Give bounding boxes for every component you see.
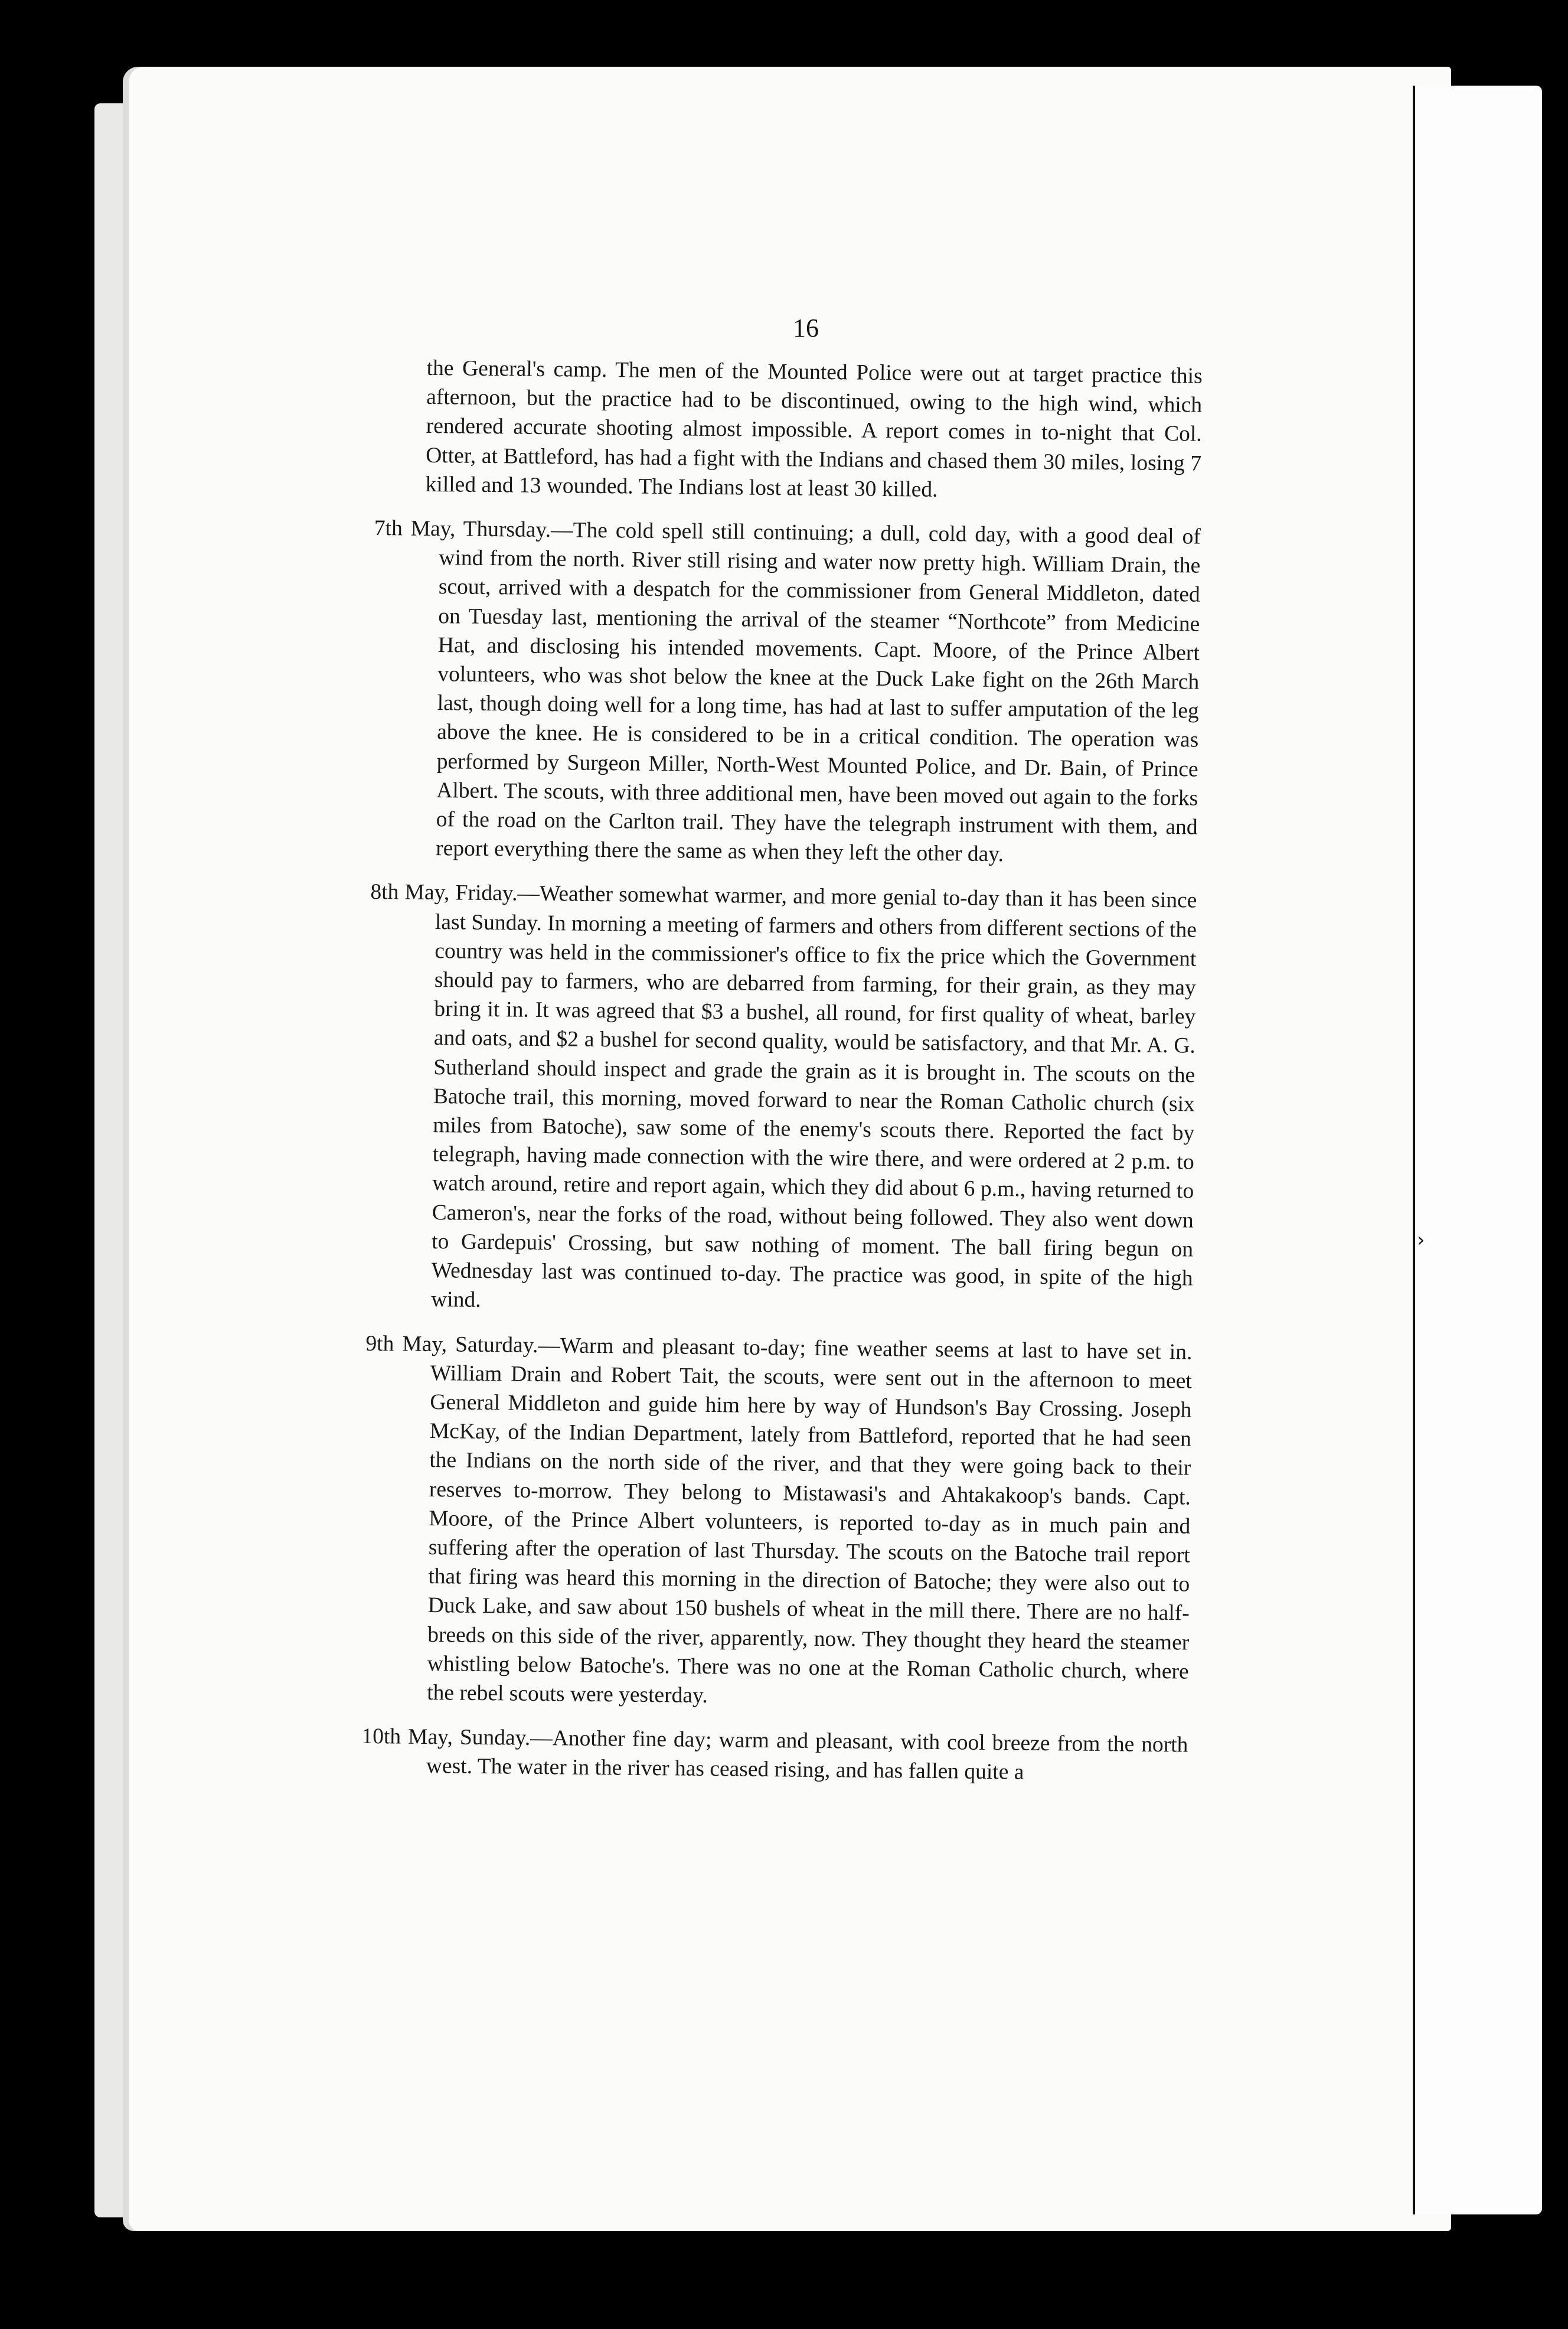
diary-text	[361, 353, 1203, 1789]
gutter-mark: ›	[1417, 1228, 1425, 1252]
entry-text: —Warm and pleasant to-day; fine weather seems at last to have set in. William Drain and Robert Tait, the scouts, were sent out in the afternoon to meet General Middleton and guide him here by way of Hundson's Bay Crossing. Joseph McKay, of the Indian Department, lately from Battleford, reported that he had seen the Indians on the north side of the river, and that they were going back to their reserves to-morrow. They belong to Mistawasi's and Ahtakakoop's bands. Capt. Moore, of the Prince Albert volunteers, is reported to-day as in much pain and suffering after the operation of last Thursday. The scouts on the Batoche trail report that firing was heard this morning in the direction of Batoche; they were also out to Duck Lake, and saw about 150 bushels of wheat in the mill there. There are no half-breeds on this side of the river, apparently, now. They thought they heard the steamer whistling below Batoche's. There was no one at the Roman Catholic church, where the rebel scouts were yesterday.	[427, 1333, 1193, 1708]
entry-date: 7th May, Thursday.	[374, 516, 551, 543]
entry-text: —Weather somewhat warmer, and more genial to-day than it has been since last Sunday. In morning a meeting of farmers and others from different sections of the country was held in the commissioner's office to fix the price which the Government should pay to farmers, who are debarred from farming, for their grain, as they may bring it in. It was agreed that $3 a bushel, all round, for first quality of wheat, barley and oats, and $2 a bushel for second quality, would be satisfactory, and that Mr. A. G. Sutherland should inspect and grade the grain as it is brought in. The scouts on the Batoche trail, this morning, moved forward to near the Roman Catholic church (six miles from Batoche), saw some of the enemy's scouts there. Reported the fact by telegraph, having made connection with the wire there, and were ordered at 2 p.m. to watch around, retire and report again, which they did about 6 p.m., having returned to Cameron's, near the forks of the road, without being followed. They also went down to Gardepuis' Crossing, but saw nothing of moment. The ball firing begun on Wednesday last was continued to-day. The practice was good, in spite of the high wind.	[431, 882, 1197, 1313]
entry-text: —The cold spell still continuing; a dull, cold day, with a good deal of wind from the north. River still rising and water now pretty high. William Drain, the scout, arrived with a despatch for the commissioner from General Middleton, dated on Tuesday last, mentioning the arrival of the steamer “Northcote” from Medicine Hat, and disclosing his intended movements. Capt. Moore, of the Prince Albert volunteers, who was shot below the knee at the Duck Lake fight on the 26th March last, though doing well for a long time, has had at last to suffer amputation of the leg above the knee. He is considered to be in a critical condition. The operation was performed by Surgeon Miller, North-West Mounted Police, and Dr. Bain, of Prince Albert. The scouts, with three additional men, have been moved out again to the forks of the road on the Carlton trail. They have the telegraph instrument with them, and report everything there the same as when they left the other day.	[436, 518, 1201, 867]
entry-date: 9th May, Saturday.	[365, 1331, 538, 1358]
diary-entry	[371, 514, 1201, 871]
facing-page-edge	[1413, 86, 1542, 2214]
diary-entry	[361, 1722, 1188, 1789]
page-number: 16	[793, 314, 819, 342]
entry-text: —Another fine day; warm and pleasant, with cool breeze from the north west. The water in the river has ceased rising, and has fallen quite a	[426, 1726, 1188, 1785]
entry-date: 8th May, Friday.	[370, 880, 518, 906]
opening-paragraph: the General's camp. The men of the Mounted Police were out at target practice this afternoon, but the practice had to be discontinued, owing to the high wind, which rendered accurate shooting almost impossible. A report comes in to-night that Col. Otter, at Battleford, has had a fight with the Indians and chased them 30 miles, losing 7 killed and 13 wounded. The Indians lost at least 30 killed.	[425, 355, 1203, 502]
diary-entry	[362, 1329, 1193, 1715]
entry-date: 10th May, Sunday.	[361, 1724, 531, 1751]
diary-entry	[366, 878, 1197, 1322]
